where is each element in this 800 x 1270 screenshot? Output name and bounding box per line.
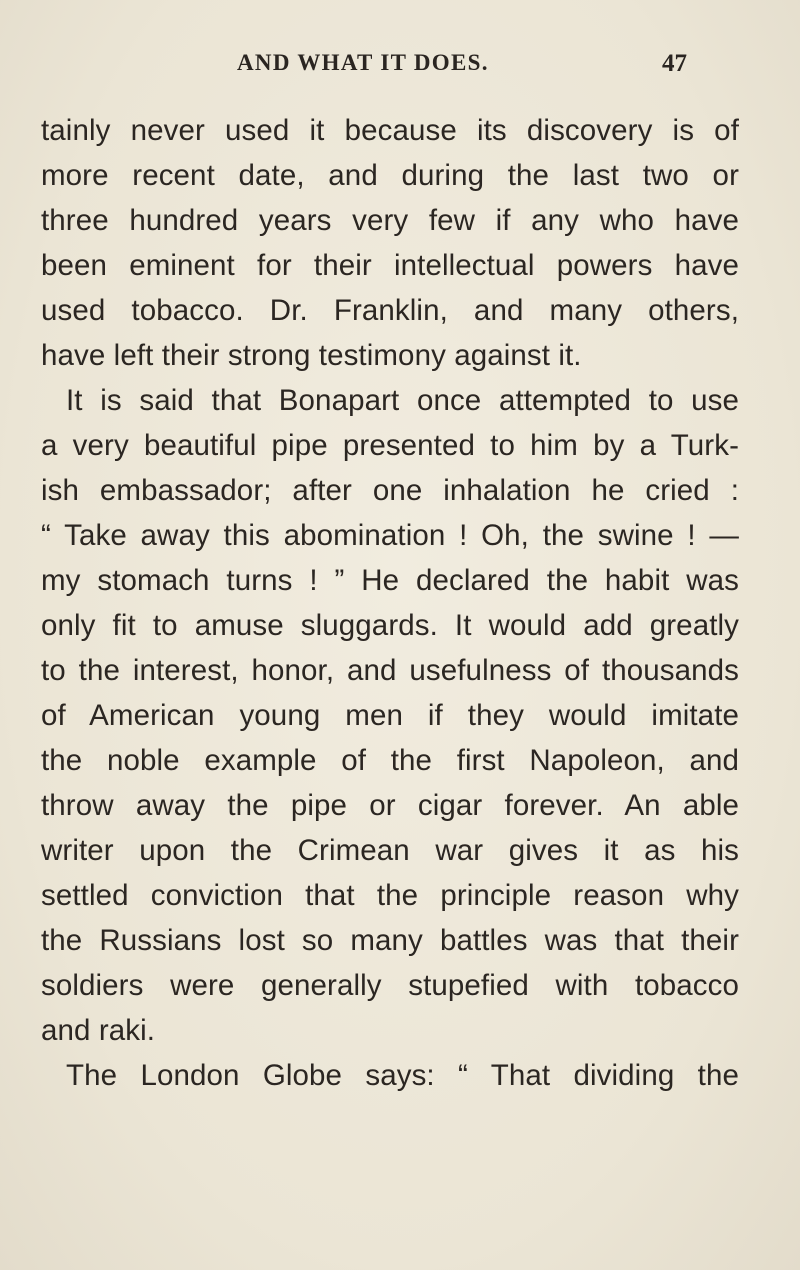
text-line: The London Globe says: “ That dividing the	[66, 1059, 739, 1092]
text-line: settled conviction that the principle reason why	[41, 879, 739, 912]
text-line: tainly never used it because its discovery is of	[41, 114, 739, 147]
page-number: 47	[662, 50, 687, 77]
text-line: only fit to amuse sluggards. It would add greatly	[41, 609, 739, 642]
text-line: and raki.	[41, 1014, 156, 1047]
text-line: used tobacco. Dr. Franklin, and many others,	[41, 294, 739, 327]
text-line: ish embassador; after one inhalation he cried :	[41, 474, 739, 507]
body-text	[41, 108, 739, 1098]
text-line: It is said that Bonapart once attempted to use	[66, 384, 739, 417]
text-line: to the interest, honor, and usefulness of thousands	[41, 654, 739, 687]
text-line: a very beautiful pipe presented to him by a Turk-	[41, 429, 739, 462]
text-line: been eminent for their intellectual powers have	[41, 249, 739, 282]
text-line: of American young men if they would imitate	[41, 699, 739, 732]
text-line: three hundred years very few if any who have	[41, 204, 739, 237]
text-line: writer upon the Crimean war gives it as his	[41, 834, 739, 867]
text-line: “ Take away this abomination ! Oh, the swine ! —	[41, 519, 739, 552]
text-line: more recent date, and during the last two or	[41, 159, 739, 192]
text-line: the noble example of the first Napoleon, and	[41, 744, 739, 777]
text-line: soldiers were generally stupefied with tobacco	[41, 969, 739, 1002]
running-title: AND WHAT IT DOES.	[237, 50, 489, 75]
text-line: have left their strong testimony against it.	[41, 339, 582, 372]
text-line: throw away the pipe or cigar forever. An able	[41, 789, 739, 822]
text-line: the Russians lost so many battles was that their	[41, 924, 739, 957]
text-line: my stomach turns ! ” He declared the habit was	[41, 564, 739, 597]
running-head	[237, 50, 687, 84]
